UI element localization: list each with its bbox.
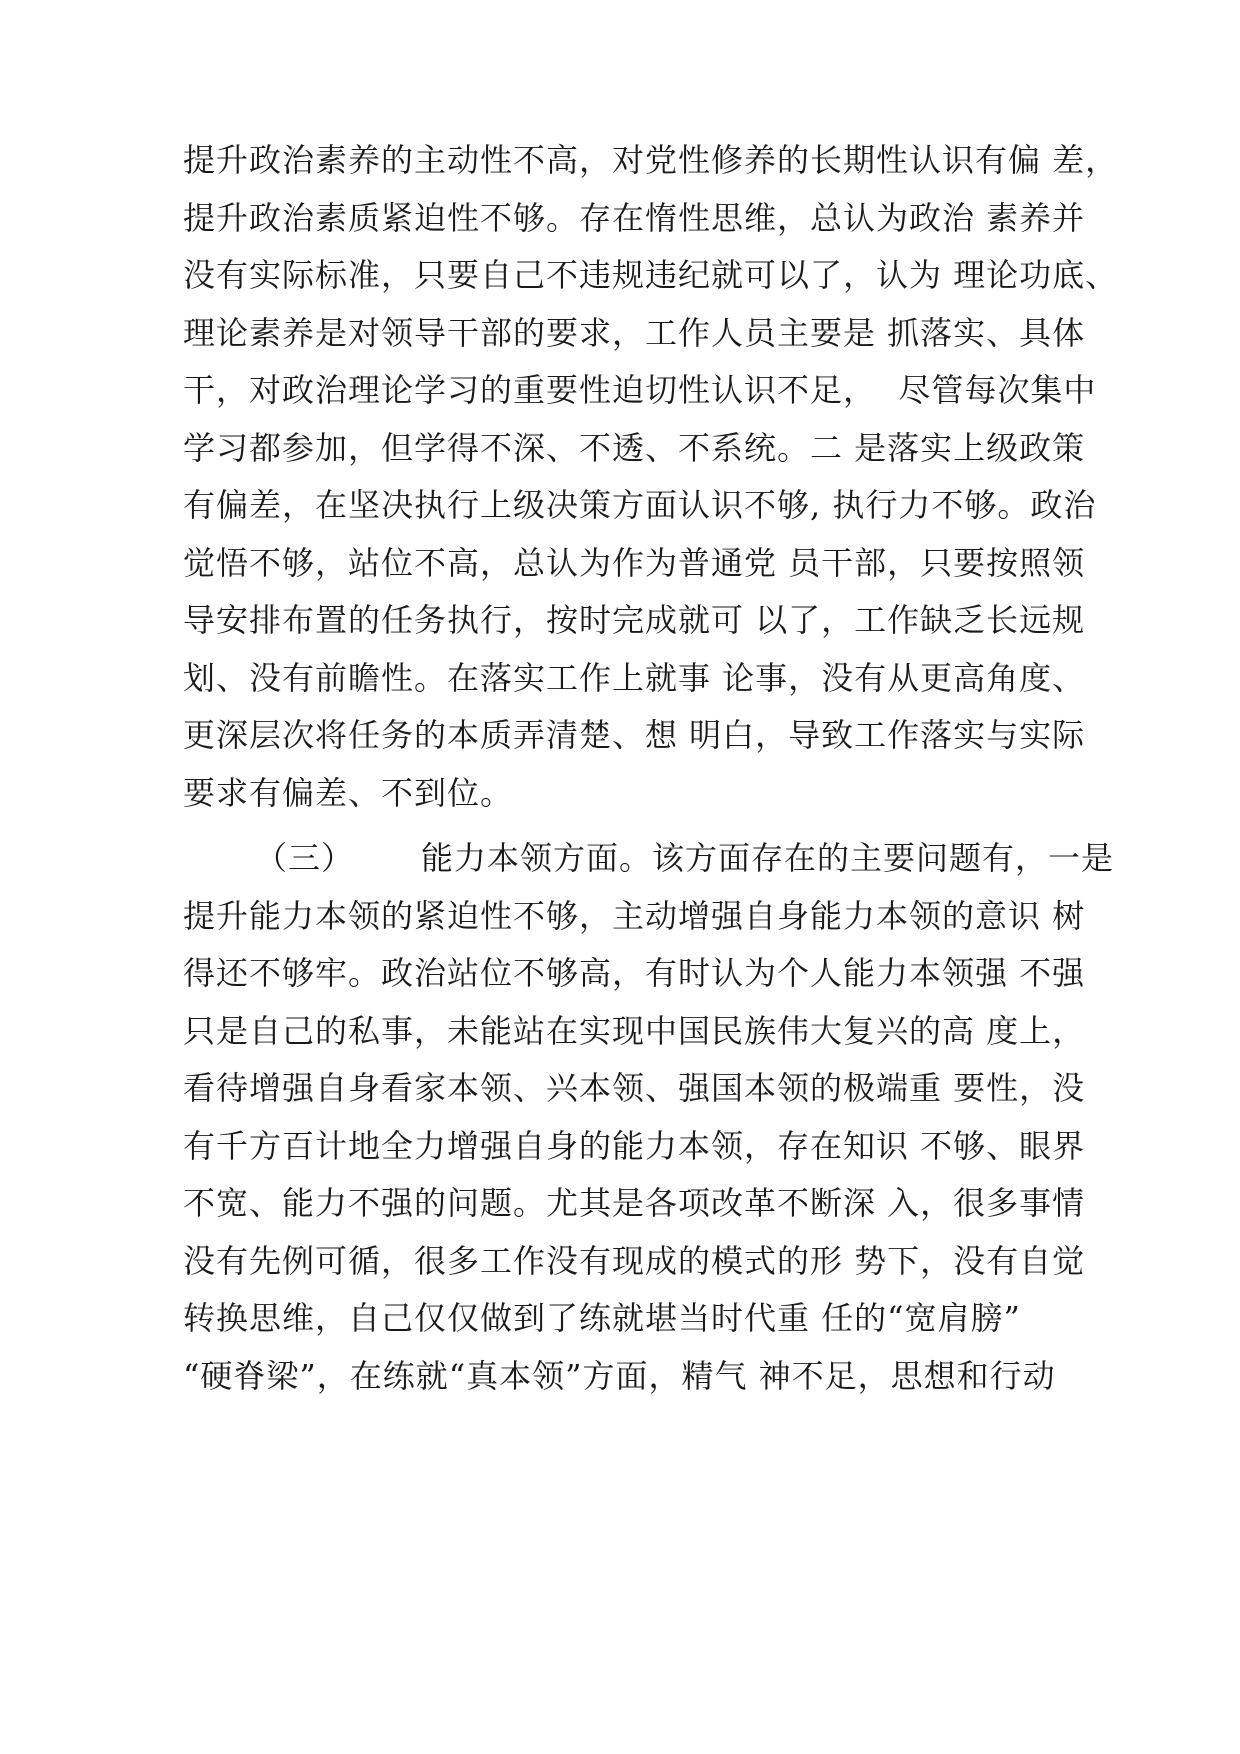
text-line: 有偏差，在坚决执行上级决策方面认识不够, 执行力不够。政治 <box>183 486 1097 524</box>
text-line: 更深层次将任务的本质弄清楚、想 明白，导致工作落实与实际 <box>183 716 1086 754</box>
text-line: 没有先例可循，很多工作没有现成的模式的形 势下，没有自觉 <box>183 1242 1086 1280</box>
text-line: 要求有偏差、不到位。 <box>183 774 514 812</box>
text-line: 有千方百计地全力增强自身的能力本领，存在知识 不够、眼界 <box>183 1127 1086 1165</box>
text-line: 得还不够牢。政治站位不够高，有时认为个人能力本领强 不强 <box>183 954 1086 992</box>
text-line: 提升政治素质紧迫性不够。存在惰性思维，总认为政治 素养并 <box>183 199 1086 237</box>
text-line: 看待增强自身看家本领、兴本领、强国本领的极端重 要性，没 <box>183 1069 1086 1107</box>
text-line: 不宽、能力不强的问题。尤其是各项改革不断深 入，很多事情 <box>183 1184 1086 1222</box>
text-line: “硬脊梁”，在练就“真本领”方面，精气 神不足，思想和行动 <box>183 1357 1056 1395</box>
text-line: 转换思维，自己仅仅做到了练就堪当时代重 任的“宽肩膀” <box>183 1299 1021 1337</box>
text-line: （三） 能力本领方面。该方面存在的主要问题有，一是 <box>255 839 1115 877</box>
text-line: 理论素养是对领导干部的要求，工作人员主要是 抓落实、具体 <box>183 314 1086 352</box>
text-line: 干，对政治理论学习的重要性迫切性认识不足， 尽管每次集中 <box>183 371 1097 409</box>
text-line: 没有实际标准，只要自己不违规违纪就可以了，认为 理论功底、 <box>183 256 1119 294</box>
text-line: 划、没有前瞻性。在落实工作上就事 论事，没有从更高角度、 <box>183 659 1086 697</box>
text-line: 学习都参加，但学得不深、不透、不系统。二 是落实上级政策 <box>183 429 1086 467</box>
text-line: 提升能力本领的紧迫性不够，主动增强自身能力本领的意识 树 <box>183 897 1086 935</box>
text-line: 导安排布置的任务执行，按时完成就可 以了，工作缺乏长远规 <box>183 601 1086 639</box>
text-line: 觉悟不够，站位不高，总认为作为普通党 员干部，只要按照领 <box>183 544 1086 582</box>
text-line: 只是自己的私事，未能站在实现中国民族伟大复兴的高 度上， <box>183 1012 1086 1050</box>
text-line: 提升政治素养的主动性不高，对党性修养的长期性认识有偏 差， <box>183 141 1119 179</box>
